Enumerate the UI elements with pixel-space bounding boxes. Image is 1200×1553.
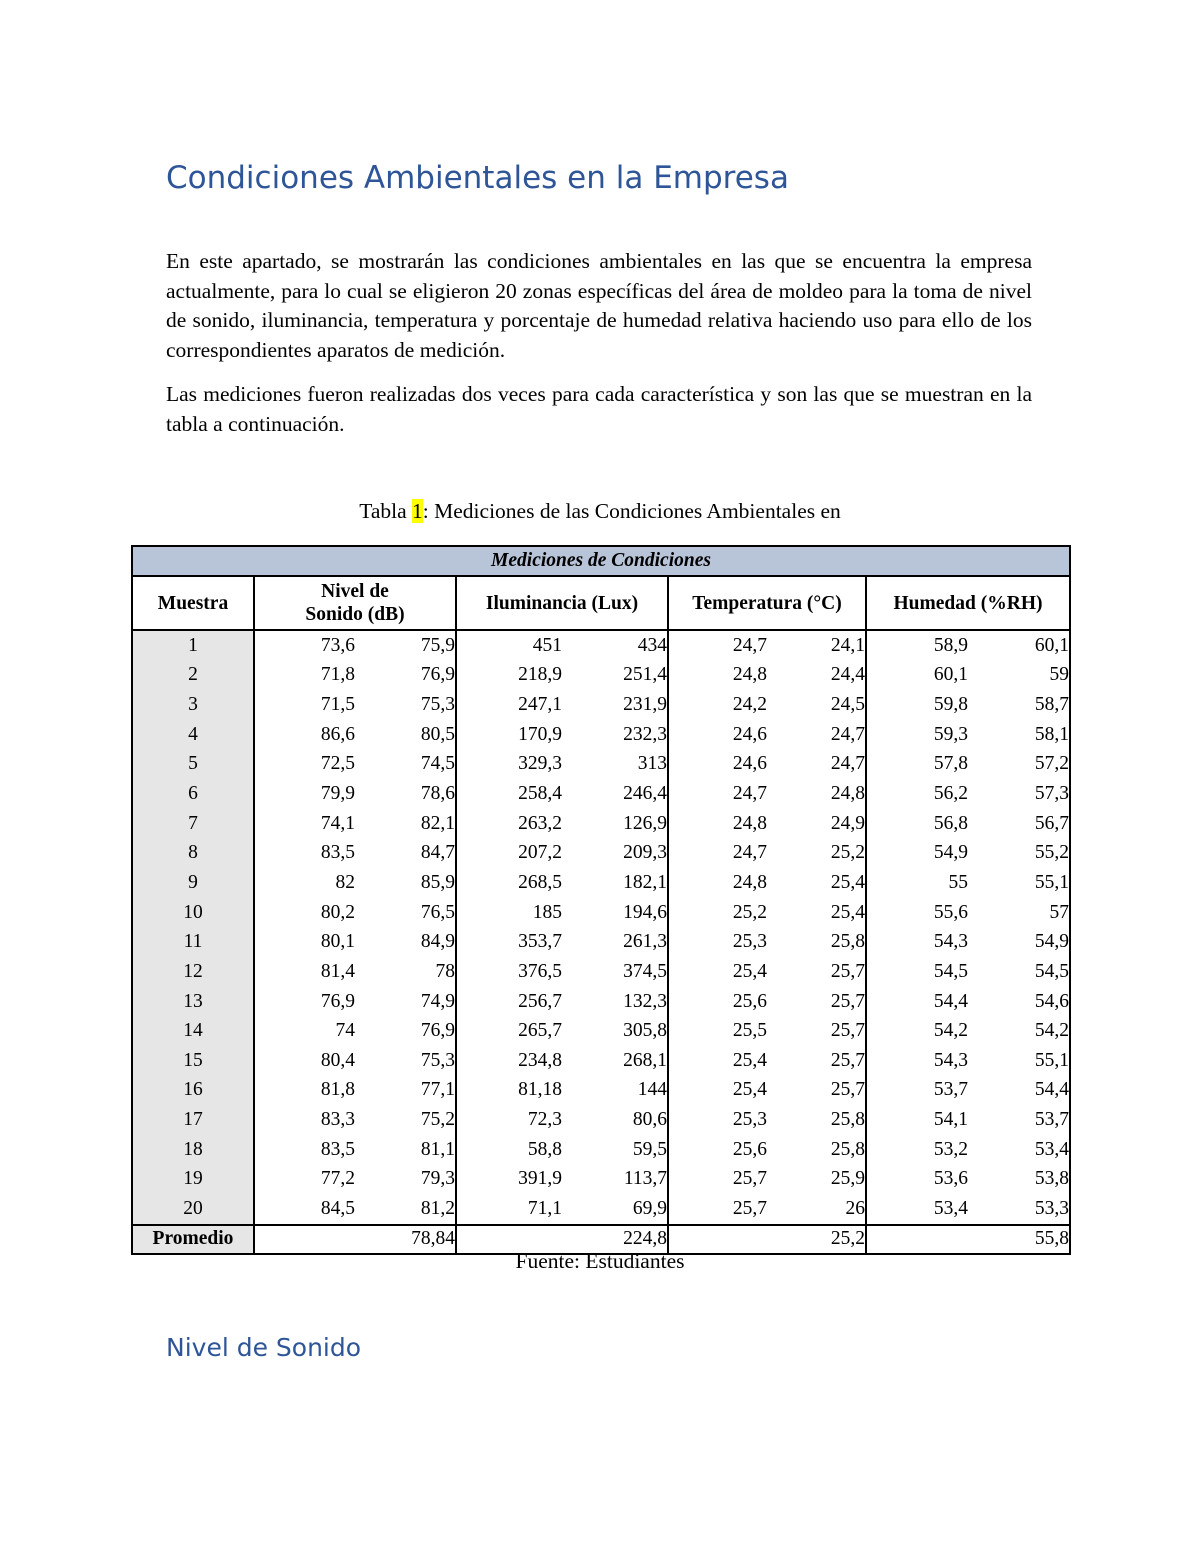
table-row xyxy=(132,957,1070,987)
sample-number-cell: 9 xyxy=(132,868,254,898)
measurement-cell: 247,1 xyxy=(518,694,562,716)
measurement-cell: 53,7 xyxy=(933,1079,968,1101)
table-row xyxy=(132,987,1070,1017)
measurement-cell: 25,7 xyxy=(767,957,866,987)
measurement-cell: 263,2 xyxy=(518,812,562,834)
measurement-cell: 86,6 xyxy=(320,723,355,745)
measurement-cell: 391,9 xyxy=(518,1168,562,1190)
measurement-cell: 329,3 xyxy=(518,753,562,775)
sample-number-cell: 8 xyxy=(132,838,254,868)
measurement-cell: 71,5 xyxy=(320,694,355,716)
measurement-cell: 55,1 xyxy=(968,868,1070,898)
measurement-cell: 55 xyxy=(948,871,968,893)
measurement-cell: 25,3 xyxy=(732,1109,767,1131)
average-value-cell: 78,84 xyxy=(254,1225,456,1254)
measurement-cell: 24,7 xyxy=(732,634,767,656)
table-source: Fuente: Estudiantes xyxy=(515,1249,685,1273)
measurement-cell: 80,5 xyxy=(355,720,456,750)
sample-number-cell: 18 xyxy=(132,1135,254,1165)
measurement-cell: 72,3 xyxy=(527,1109,562,1131)
measurement-cell: 54,6 xyxy=(968,987,1070,1017)
table-row xyxy=(132,838,1070,868)
measurement-cell: 24,7 xyxy=(732,842,767,864)
measurement-cell: 75,2 xyxy=(355,1105,456,1135)
measurement-cell: 58,8 xyxy=(527,1138,562,1160)
sample-number-cell: 16 xyxy=(132,1076,254,1106)
measurement-cell: 25,3 xyxy=(732,931,767,953)
caption-text: : Mediciones de las Condiciones Ambientales en xyxy=(422,499,841,523)
measurement-cell: 25,7 xyxy=(767,1016,866,1046)
table-row xyxy=(132,690,1070,720)
measurement-cell: 24,7 xyxy=(732,783,767,805)
measurement-cell: 24,9 xyxy=(767,809,866,839)
average-value-cell: 25,2 xyxy=(668,1225,866,1254)
measurement-cell: 76,9 xyxy=(355,1016,456,1046)
measurement-cell: 24,1 xyxy=(767,630,866,661)
table-row xyxy=(132,1165,1070,1195)
measurement-cell: 81,1 xyxy=(355,1135,456,1165)
measurement-cell: 353,7 xyxy=(518,931,562,953)
measurement-cell: 53,6 xyxy=(933,1168,968,1190)
measurement-cell: 81,4 xyxy=(320,960,355,982)
measurement-cell: 60,1 xyxy=(968,630,1070,661)
measurement-cell: 132,3 xyxy=(562,987,668,1017)
measurement-cell: 25,7 xyxy=(767,987,866,1017)
header-sonido-text: Nivel de Sonido (dB) xyxy=(305,581,405,625)
measurement-cell: 73,6 xyxy=(320,634,355,656)
section-heading: Nivel de Sonido xyxy=(166,1333,362,1362)
measurement-cell: 24,7 xyxy=(767,750,866,780)
caption-prefix: Tabla xyxy=(359,499,413,523)
measurement-cell: 74,5 xyxy=(355,750,456,780)
measurement-cell: 25,7 xyxy=(767,1076,866,1106)
measurements-table xyxy=(131,545,1071,1255)
measurement-cell: 144 xyxy=(562,1076,668,1106)
measurement-cell: 56,7 xyxy=(968,809,1070,839)
measurement-cell: 81,2 xyxy=(355,1194,456,1225)
measurement-cell: 24,6 xyxy=(732,723,767,745)
average-label: Promedio xyxy=(132,1225,254,1254)
measurement-cell: 209,3 xyxy=(562,838,668,868)
sample-number-cell: 4 xyxy=(132,720,254,750)
measurement-cell: 74 xyxy=(335,1020,355,1042)
sample-number-cell: 2 xyxy=(132,661,254,691)
measurement-cell: 56,2 xyxy=(933,783,968,805)
measurement-cell: 54,2 xyxy=(933,1020,968,1042)
measurement-cell: 25,4 xyxy=(732,1079,767,1101)
measurement-cell: 55,6 xyxy=(933,901,968,923)
sample-number-cell: 3 xyxy=(132,690,254,720)
measurement-cell: 258,4 xyxy=(518,783,562,805)
intro-paragraph: En este apartado, se mostrarán las condiciones ambientales en las que se encuentra la empresa actualmente, para lo cual se eligieron 20 zonas específicas del área de moldeo para la toma de nivel de sonido, iluminancia, temperatura y porcentaje de humedad relativa haciendo uso para ello de los correspondientes aparatos de medición. xyxy=(166,249,1032,362)
measurement-cell: 313 xyxy=(562,750,668,780)
measurement-cell: 185 xyxy=(532,901,562,923)
sample-number-cell: 20 xyxy=(132,1194,254,1225)
measurement-cell: 57,3 xyxy=(968,779,1070,809)
measurement-cell: 305,8 xyxy=(562,1016,668,1046)
measurement-cell: 84,5 xyxy=(254,1194,355,1225)
measurement-cell: 24,8 xyxy=(732,871,767,893)
measurement-cell: 82 xyxy=(335,871,355,893)
measurement-cell: 53,7 xyxy=(968,1105,1070,1135)
table-row xyxy=(132,1105,1070,1135)
measurement-cell: 25,8 xyxy=(767,927,866,957)
measurement-cell: 25,9 xyxy=(767,1165,866,1195)
measurement-cell: 78 xyxy=(355,957,456,987)
table-row xyxy=(132,720,1070,750)
measurement-cell: 25,4 xyxy=(767,898,866,928)
measurement-cell: 434 xyxy=(562,630,668,661)
measurement-cell: 53,8 xyxy=(968,1165,1070,1195)
measurement-cell: 59,5 xyxy=(562,1135,668,1165)
measurement-cell: 25,6 xyxy=(732,990,767,1012)
sample-number-cell: 6 xyxy=(132,779,254,809)
measurement-cell: 256,7 xyxy=(518,990,562,1012)
measurement-cell: 77,2 xyxy=(320,1168,355,1190)
table-title: Mediciones de Condiciones xyxy=(132,546,1070,576)
measurement-cell: 76,9 xyxy=(320,990,355,1012)
measurement-cell: 77,1 xyxy=(355,1076,456,1106)
table-row xyxy=(132,1046,1070,1076)
measurement-cell: 79,9 xyxy=(320,783,355,805)
measurement-cell: 79,3 xyxy=(355,1165,456,1195)
measurement-cell: 24,4 xyxy=(767,661,866,691)
measurement-cell: 74,9 xyxy=(355,987,456,1017)
measurement-cell: 25,4 xyxy=(767,868,866,898)
table-row xyxy=(132,927,1070,957)
measurement-cell: 57,8 xyxy=(933,753,968,775)
measurement-cell: 268,1 xyxy=(562,1046,668,1076)
measurement-cell: 54,2 xyxy=(968,1016,1070,1046)
measurement-cell: 81,18 xyxy=(518,1079,562,1101)
caption-number: 1 xyxy=(412,499,423,523)
measurement-cell: 451 xyxy=(532,634,562,656)
table-caption xyxy=(0,499,1200,524)
table-row xyxy=(132,750,1070,780)
measurement-cell: 54,5 xyxy=(968,957,1070,987)
measurement-cell: 85,9 xyxy=(355,868,456,898)
page-title: Condiciones Ambientales en la Empresa xyxy=(166,160,789,196)
measurement-cell: 53,4 xyxy=(968,1135,1070,1165)
table-row xyxy=(132,1076,1070,1106)
measurement-cell: 25,6 xyxy=(732,1138,767,1160)
measurement-cell: 25,4 xyxy=(732,960,767,982)
measurement-cell: 84,9 xyxy=(355,927,456,957)
measurement-cell: 194,6 xyxy=(562,898,668,928)
table-row xyxy=(132,661,1070,691)
measurement-cell: 54,3 xyxy=(933,931,968,953)
measurement-cell: 374,5 xyxy=(562,957,668,987)
measurement-cell: 54,1 xyxy=(933,1109,968,1131)
measurement-cell: 83,3 xyxy=(320,1109,355,1131)
measurement-cell: 25,2 xyxy=(732,901,767,923)
measurement-cell: 232,3 xyxy=(562,720,668,750)
table-row xyxy=(132,809,1070,839)
header-iluminancia: Iluminancia (Lux) xyxy=(456,576,668,630)
sample-number-cell: 1 xyxy=(132,630,254,661)
measurement-cell: 24,5 xyxy=(767,690,866,720)
measurement-cell: 72,5 xyxy=(320,753,355,775)
measurement-cell: 83,5 xyxy=(320,842,355,864)
measurement-cell: 75,9 xyxy=(355,630,456,661)
sample-number-cell: 13 xyxy=(132,987,254,1017)
measurement-cell: 80,2 xyxy=(320,901,355,923)
table-row xyxy=(132,898,1070,928)
measurement-cell: 54,5 xyxy=(933,960,968,982)
measurement-cell: 261,3 xyxy=(562,927,668,957)
measurement-cell: 58,1 xyxy=(968,720,1070,750)
sample-number-cell: 14 xyxy=(132,1016,254,1046)
measurement-cell: 57,2 xyxy=(968,750,1070,780)
table-row xyxy=(132,1016,1070,1046)
measurement-cell: 53,3 xyxy=(968,1194,1070,1225)
measurement-cell: 75,3 xyxy=(355,1046,456,1076)
measurement-cell: 55,1 xyxy=(968,1046,1070,1076)
measurement-cell: 54,4 xyxy=(968,1076,1070,1106)
measurement-cell: 24,8 xyxy=(767,779,866,809)
sample-number-cell: 19 xyxy=(132,1165,254,1195)
sample-number-cell: 7 xyxy=(132,809,254,839)
measurement-cell: 207,2 xyxy=(518,842,562,864)
measurement-cell: 84,7 xyxy=(355,838,456,868)
measurement-cell: 268,5 xyxy=(518,871,562,893)
measurement-cell: 59 xyxy=(968,661,1070,691)
measurement-cell: 80,6 xyxy=(562,1105,668,1135)
measurement-cell: 71,8 xyxy=(320,664,355,686)
measurement-cell: 24,6 xyxy=(732,753,767,775)
measurement-cell: 25,7 xyxy=(767,1046,866,1076)
measurement-cell: 83,5 xyxy=(320,1138,355,1160)
measurement-cell: 25,2 xyxy=(767,838,866,868)
measurement-cell: 74,1 xyxy=(320,812,355,834)
measurement-cell: 182,1 xyxy=(562,868,668,898)
measurement-cell: 81,8 xyxy=(320,1079,355,1101)
measurement-cell: 26 xyxy=(767,1194,866,1225)
sample-number-cell: 5 xyxy=(132,750,254,780)
measurement-cell: 24,2 xyxy=(732,694,767,716)
measurement-cell: 71,1 xyxy=(456,1194,562,1225)
measurement-paragraph: Las mediciones fueron realizadas dos veces para cada característica y son las que se muestran en la tabla a continuación. xyxy=(166,382,1032,436)
measurement-cell: 54,9 xyxy=(968,927,1070,957)
measurement-cell: 56,8 xyxy=(933,812,968,834)
measurement-cell: 25,8 xyxy=(767,1105,866,1135)
measurement-cell: 57 xyxy=(968,898,1070,928)
measurement-cell: 24,7 xyxy=(767,720,866,750)
table-row xyxy=(132,868,1070,898)
header-temperatura: Temperatura (°C) xyxy=(668,576,866,630)
measurement-cell: 25,8 xyxy=(767,1135,866,1165)
sample-number-cell: 17 xyxy=(132,1105,254,1135)
measurement-cell: 54,3 xyxy=(933,1049,968,1071)
table-row xyxy=(132,1194,1070,1225)
measurement-cell: 376,5 xyxy=(518,960,562,982)
measurement-cell: 231,9 xyxy=(562,690,668,720)
measurement-cell: 53,2 xyxy=(933,1138,968,1160)
measurement-cell: 251,4 xyxy=(562,661,668,691)
measurement-cell: 54,4 xyxy=(933,990,968,1012)
measurement-cell: 69,9 xyxy=(562,1194,668,1225)
table-body xyxy=(132,630,1070,1254)
sample-number-cell: 10 xyxy=(132,898,254,928)
measurement-cell: 58,9 xyxy=(933,634,968,656)
header-sonido xyxy=(254,576,456,630)
table-row xyxy=(132,1135,1070,1165)
measurement-cell: 80,4 xyxy=(320,1049,355,1071)
measurement-cell: 60,1 xyxy=(933,664,968,686)
table-row xyxy=(132,630,1070,661)
measurement-cell: 76,5 xyxy=(355,898,456,928)
measurement-cell: 58,7 xyxy=(968,690,1070,720)
average-value-cell: 55,8 xyxy=(866,1225,1070,1254)
measurement-cell: 75,3 xyxy=(355,690,456,720)
measurement-cell: 170,9 xyxy=(518,723,562,745)
measurement-cell: 59,8 xyxy=(933,694,968,716)
measurement-cell: 59,3 xyxy=(933,723,968,745)
sample-number-cell: 12 xyxy=(132,957,254,987)
average-value-cell: 224,8 xyxy=(456,1225,668,1254)
measurement-cell: 25,4 xyxy=(732,1049,767,1071)
measurement-cell: 234,8 xyxy=(518,1049,562,1071)
measurement-cell: 24,8 xyxy=(732,812,767,834)
measurement-cell: 24,8 xyxy=(732,664,767,686)
sample-number-cell: 11 xyxy=(132,927,254,957)
measurement-cell: 80,1 xyxy=(320,931,355,953)
measurement-cell: 113,7 xyxy=(562,1165,668,1195)
table-row xyxy=(132,779,1070,809)
measurement-cell: 82,1 xyxy=(355,809,456,839)
measurement-cell: 25,7 xyxy=(732,1168,767,1190)
measurement-cell: 76,9 xyxy=(355,661,456,691)
measurement-cell: 78,6 xyxy=(355,779,456,809)
sample-number-cell: 15 xyxy=(132,1046,254,1076)
measurement-cell: 25,5 xyxy=(732,1020,767,1042)
header-muestra: Muestra xyxy=(132,576,254,630)
measurement-cell: 265,7 xyxy=(518,1020,562,1042)
measurement-cell: 55,2 xyxy=(968,838,1070,868)
measurement-cell: 126,9 xyxy=(562,809,668,839)
header-humedad: Humedad (%RH) xyxy=(866,576,1070,630)
measurement-cell: 218,9 xyxy=(518,664,562,686)
measurement-cell: 25,7 xyxy=(668,1194,767,1225)
measurement-cell: 54,9 xyxy=(933,842,968,864)
measurement-cell: 53,4 xyxy=(866,1194,968,1225)
measurement-cell: 246,4 xyxy=(562,779,668,809)
